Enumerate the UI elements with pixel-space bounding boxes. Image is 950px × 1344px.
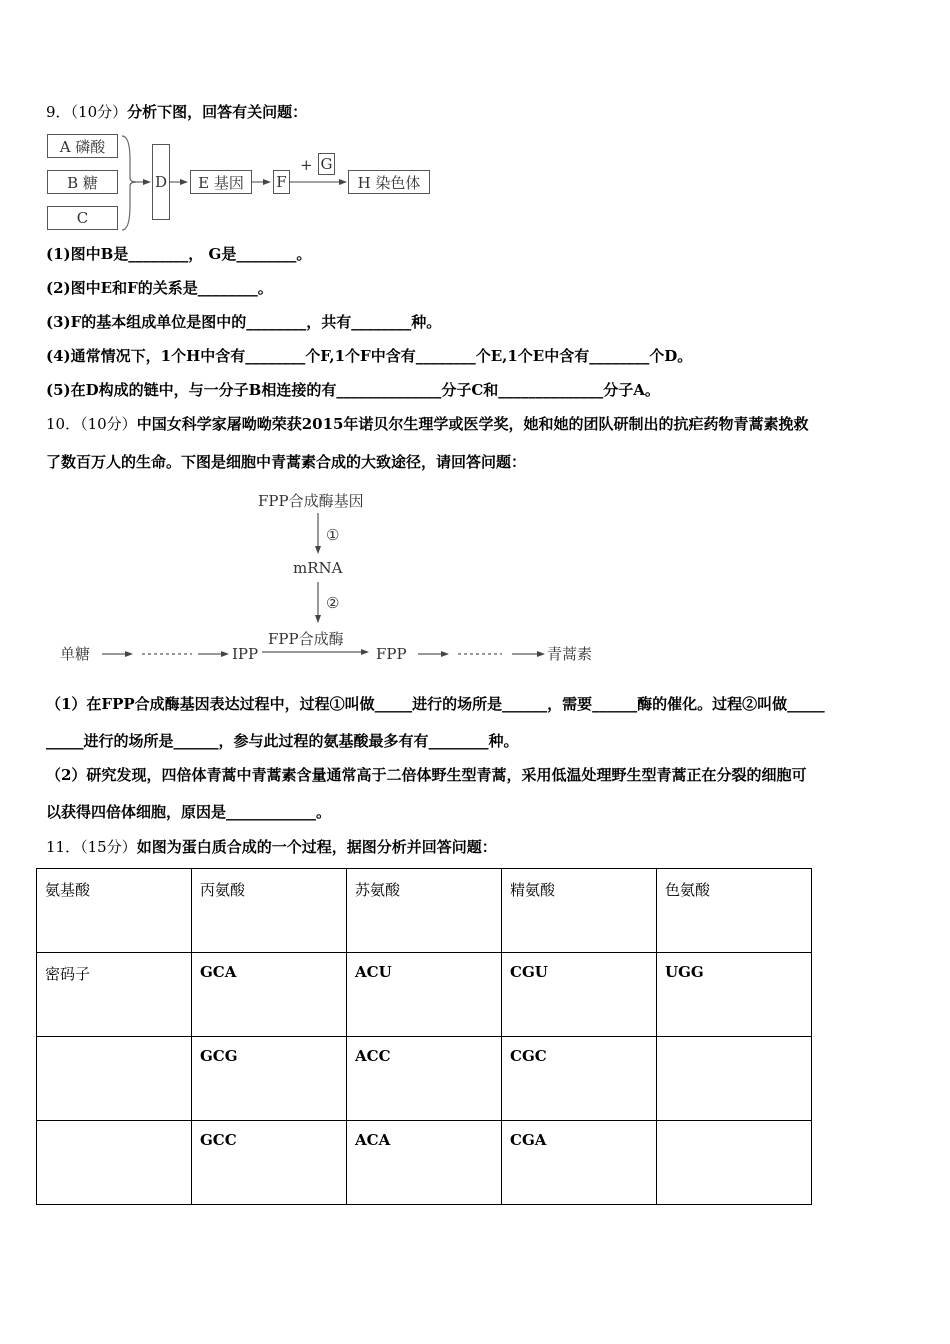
table-row <box>37 1121 812 1205</box>
fpp-label: FPP <box>376 645 407 663</box>
step1-label: ① <box>326 526 340 544</box>
q9-part-3: (3)F的基本组成单位是图中的________，共有________种。 <box>46 313 442 331</box>
q9-part-4: (4)通常情况下，1个H中含有________个F,1个F中含有________个E,1个E中含有________个D。 <box>46 347 693 365</box>
table-row <box>37 869 812 953</box>
step2-label: ② <box>326 594 340 612</box>
table-cell: CGC <box>502 1037 657 1121</box>
q10-part-2-cont: 以获得四倍体细胞，原因是____________。 <box>46 803 332 821</box>
q10-part-1-cont: _____进行的场所是______，参与此过程的氨基酸最多有有________种。 <box>46 732 519 750</box>
q9-part-1: (1)图中B是________， G是________。 <box>46 245 312 263</box>
table-cell: GCG <box>192 1037 347 1121</box>
table-cell <box>657 1121 812 1205</box>
plus-sign: + <box>300 156 313 174</box>
sugar-label: 单糖 <box>60 645 91 663</box>
question-text: 分析下图，回答有关问题： <box>127 103 308 121</box>
question-text: 如图为蛋白质合成的一个过程，据图分析并回答问题： <box>136 838 497 856</box>
codon-table <box>36 868 812 1205</box>
q10-title-line2: 了数百万人的生命。下图是细胞中青蒿素合成的大致途径，请回答问题： <box>46 453 527 471</box>
table-cell: 密码子 <box>37 953 192 1037</box>
box-f: F <box>273 170 290 194</box>
box-e: E 基因 <box>190 170 252 194</box>
table-cell: ACA <box>347 1121 502 1205</box>
ipp-label: IPP <box>232 645 259 663</box>
table-cell <box>37 1037 192 1121</box>
table-cell <box>657 1037 812 1121</box>
gene-label: FPP合成酶基因 <box>258 492 364 510</box>
box-c: C <box>47 206 118 230</box>
q9-part-5: (5)在D构成的链中，与一分子B相连接的有______________分子C和______________分子A。 <box>46 381 660 399</box>
table-cell: GCA <box>192 953 347 1037</box>
question-number: 11．（15分） <box>46 838 137 856</box>
table-cell: CGU <box>502 953 657 1037</box>
question-text: 中国女科学家屠呦呦荣获2015年诺贝尔生理学或医学奖，她和她的团队研制出的抗疟药物青蒿素挽救 <box>136 415 809 433</box>
table-cell: ACC <box>347 1037 502 1121</box>
table-row <box>37 953 812 1037</box>
table-cell: UGG <box>657 953 812 1037</box>
question-number: 9．（10分） <box>46 103 128 121</box>
table-cell: 苏氨酸 <box>347 869 502 953</box>
table-cell: 氨基酸 <box>37 869 192 953</box>
box-d: D <box>152 144 170 220</box>
q9-part-2: (2)图中E和F的关系是________。 <box>46 279 273 297</box>
product-label: 青蒿素 <box>547 645 593 663</box>
box-g: G <box>318 153 335 175</box>
q10-part-1: （1）在FPP合成酶基因表达过程中，过程①叫做_____进行的场所是______，需要______酶的催化。过程②叫做_____ <box>46 695 825 713</box>
table-cell: CGA <box>502 1121 657 1205</box>
enzyme-label: FPP合成酶 <box>268 630 344 648</box>
q11-title <box>46 837 497 857</box>
q10-title <box>46 414 808 434</box>
box-b: B 糖 <box>47 170 118 194</box>
table-cell: 色氨酸 <box>657 869 812 953</box>
box-h: H 染色体 <box>348 170 430 194</box>
table-cell <box>37 1121 192 1205</box>
q10-part-2: （2）研究发现，四倍体青蒿中青蒿素含量通常高于二倍体野生型青蒿，采用低温处理野生型青蒿正在分裂的细胞可 <box>46 766 807 784</box>
table-cell: 精氨酸 <box>502 869 657 953</box>
table-cell: 丙氨酸 <box>192 869 347 953</box>
box-a: A 磷酸 <box>47 134 118 158</box>
mrna-label: mRNA <box>293 559 343 577</box>
table-cell: GCC <box>192 1121 347 1205</box>
table-cell: ACU <box>347 953 502 1037</box>
table-row <box>37 1037 812 1121</box>
question-number: 10．（10分） <box>46 415 137 433</box>
